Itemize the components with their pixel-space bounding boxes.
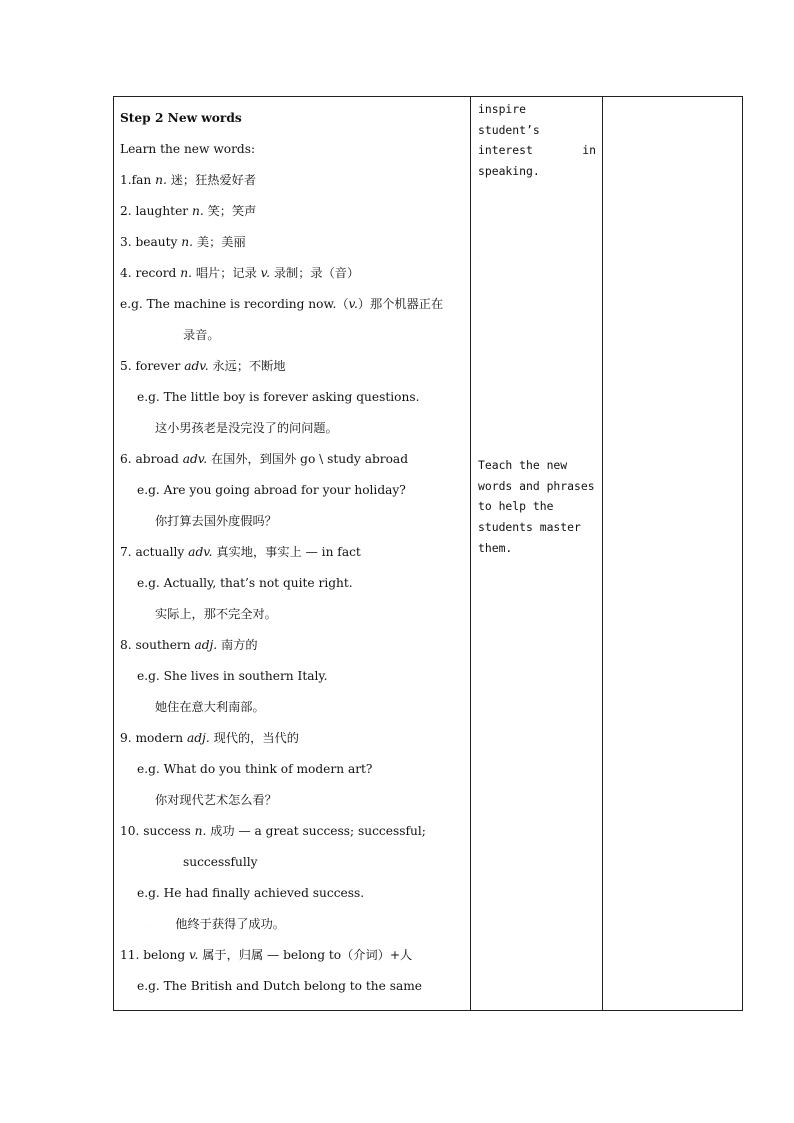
note-line: speaking. — [478, 164, 540, 179]
note-line: Teach the new — [478, 457, 568, 472]
vocab-line: 11. belong v. 属于，归属 — belong to（介词）+人 — [120, 948, 413, 962]
lesson-plan-table — [113, 96, 743, 1011]
vocab-line: 1.fan n. 迷；狂热爱好者 — [120, 173, 257, 187]
translation-line: 她住在意大利南部。 — [155, 700, 265, 714]
translation-line: 录音。 — [183, 328, 220, 342]
vocab-line: 6. abroad adv. 在国外，到国外 go \ study abroad — [120, 452, 408, 466]
section-intro: Learn the new words: — [120, 142, 256, 156]
vocab-continuation: successfully — [183, 855, 258, 869]
vocab-line: 9. modern adj. 现代的，当代的 — [120, 731, 299, 745]
vocab-line: 5. forever adv. 永远；不断地 — [120, 359, 286, 373]
purpose-cell — [471, 97, 603, 1011]
example-line: e.g. She lives in southern Italy. — [137, 669, 328, 683]
content-cell — [114, 97, 471, 1011]
stray-mark: . — [478, 253, 480, 259]
translation-line: . 他终于获得了成功。 — [149, 917, 285, 931]
note-line: words and phrases — [478, 478, 595, 493]
purpose-note-2 — [471, 453, 602, 559]
vocab-line: 2. laughter n. 笑；笑声 — [120, 204, 257, 218]
example-line: e.g. Are you going abroad for your holiday? — [137, 483, 406, 497]
note-line: inspire — [478, 102, 527, 116]
section-title: Step 2 New words — [120, 111, 242, 125]
vocab-line: 7. actually adv. 真实地，事实上 — in fact — [120, 545, 361, 559]
vocab-line: 8. southern adj. 南方的 — [120, 638, 258, 652]
translation-line: 这小男孩老是没完没了的问问题。 — [155, 421, 338, 435]
purpose-note-1 — [471, 97, 602, 182]
note-line: interest in — [478, 143, 596, 158]
vocab-line: 4. record n. 唱片；记录 v. 录制；录（音） — [120, 266, 360, 280]
example-line: e.g. What do you think of modern art? — [137, 762, 373, 776]
vocab-line: 10. success n. 成功 — a great success; successful; — [120, 824, 426, 838]
note-line: student’s — [478, 122, 540, 137]
note-line: students master — [478, 519, 581, 534]
translation-line: 实际上，那不完全对。 — [155, 607, 277, 621]
stray-mark: . — [149, 924, 151, 929]
example-line: e.g. The machine is recording now.（v.）那个机器正在 — [120, 297, 444, 311]
example-line: e.g. He had finally achieved success. — [137, 886, 365, 900]
example-line: e.g. Actually, that’s not quite right. — [137, 576, 353, 590]
example-line: e.g. The little boy is forever asking questions. — [137, 390, 420, 404]
empty-cell — [603, 97, 743, 1011]
note-line: them. — [478, 540, 513, 555]
example-line: e.g. The British and Dutch belong to the same — [137, 979, 423, 993]
translation-line: 你对现代艺术怎么看？ — [155, 793, 277, 807]
vocab-line: 3. beauty n. 美；美丽 — [120, 235, 246, 249]
note-line: to help the — [478, 499, 554, 514]
translation-line: 你打算去国外度假吗？ — [155, 514, 277, 528]
